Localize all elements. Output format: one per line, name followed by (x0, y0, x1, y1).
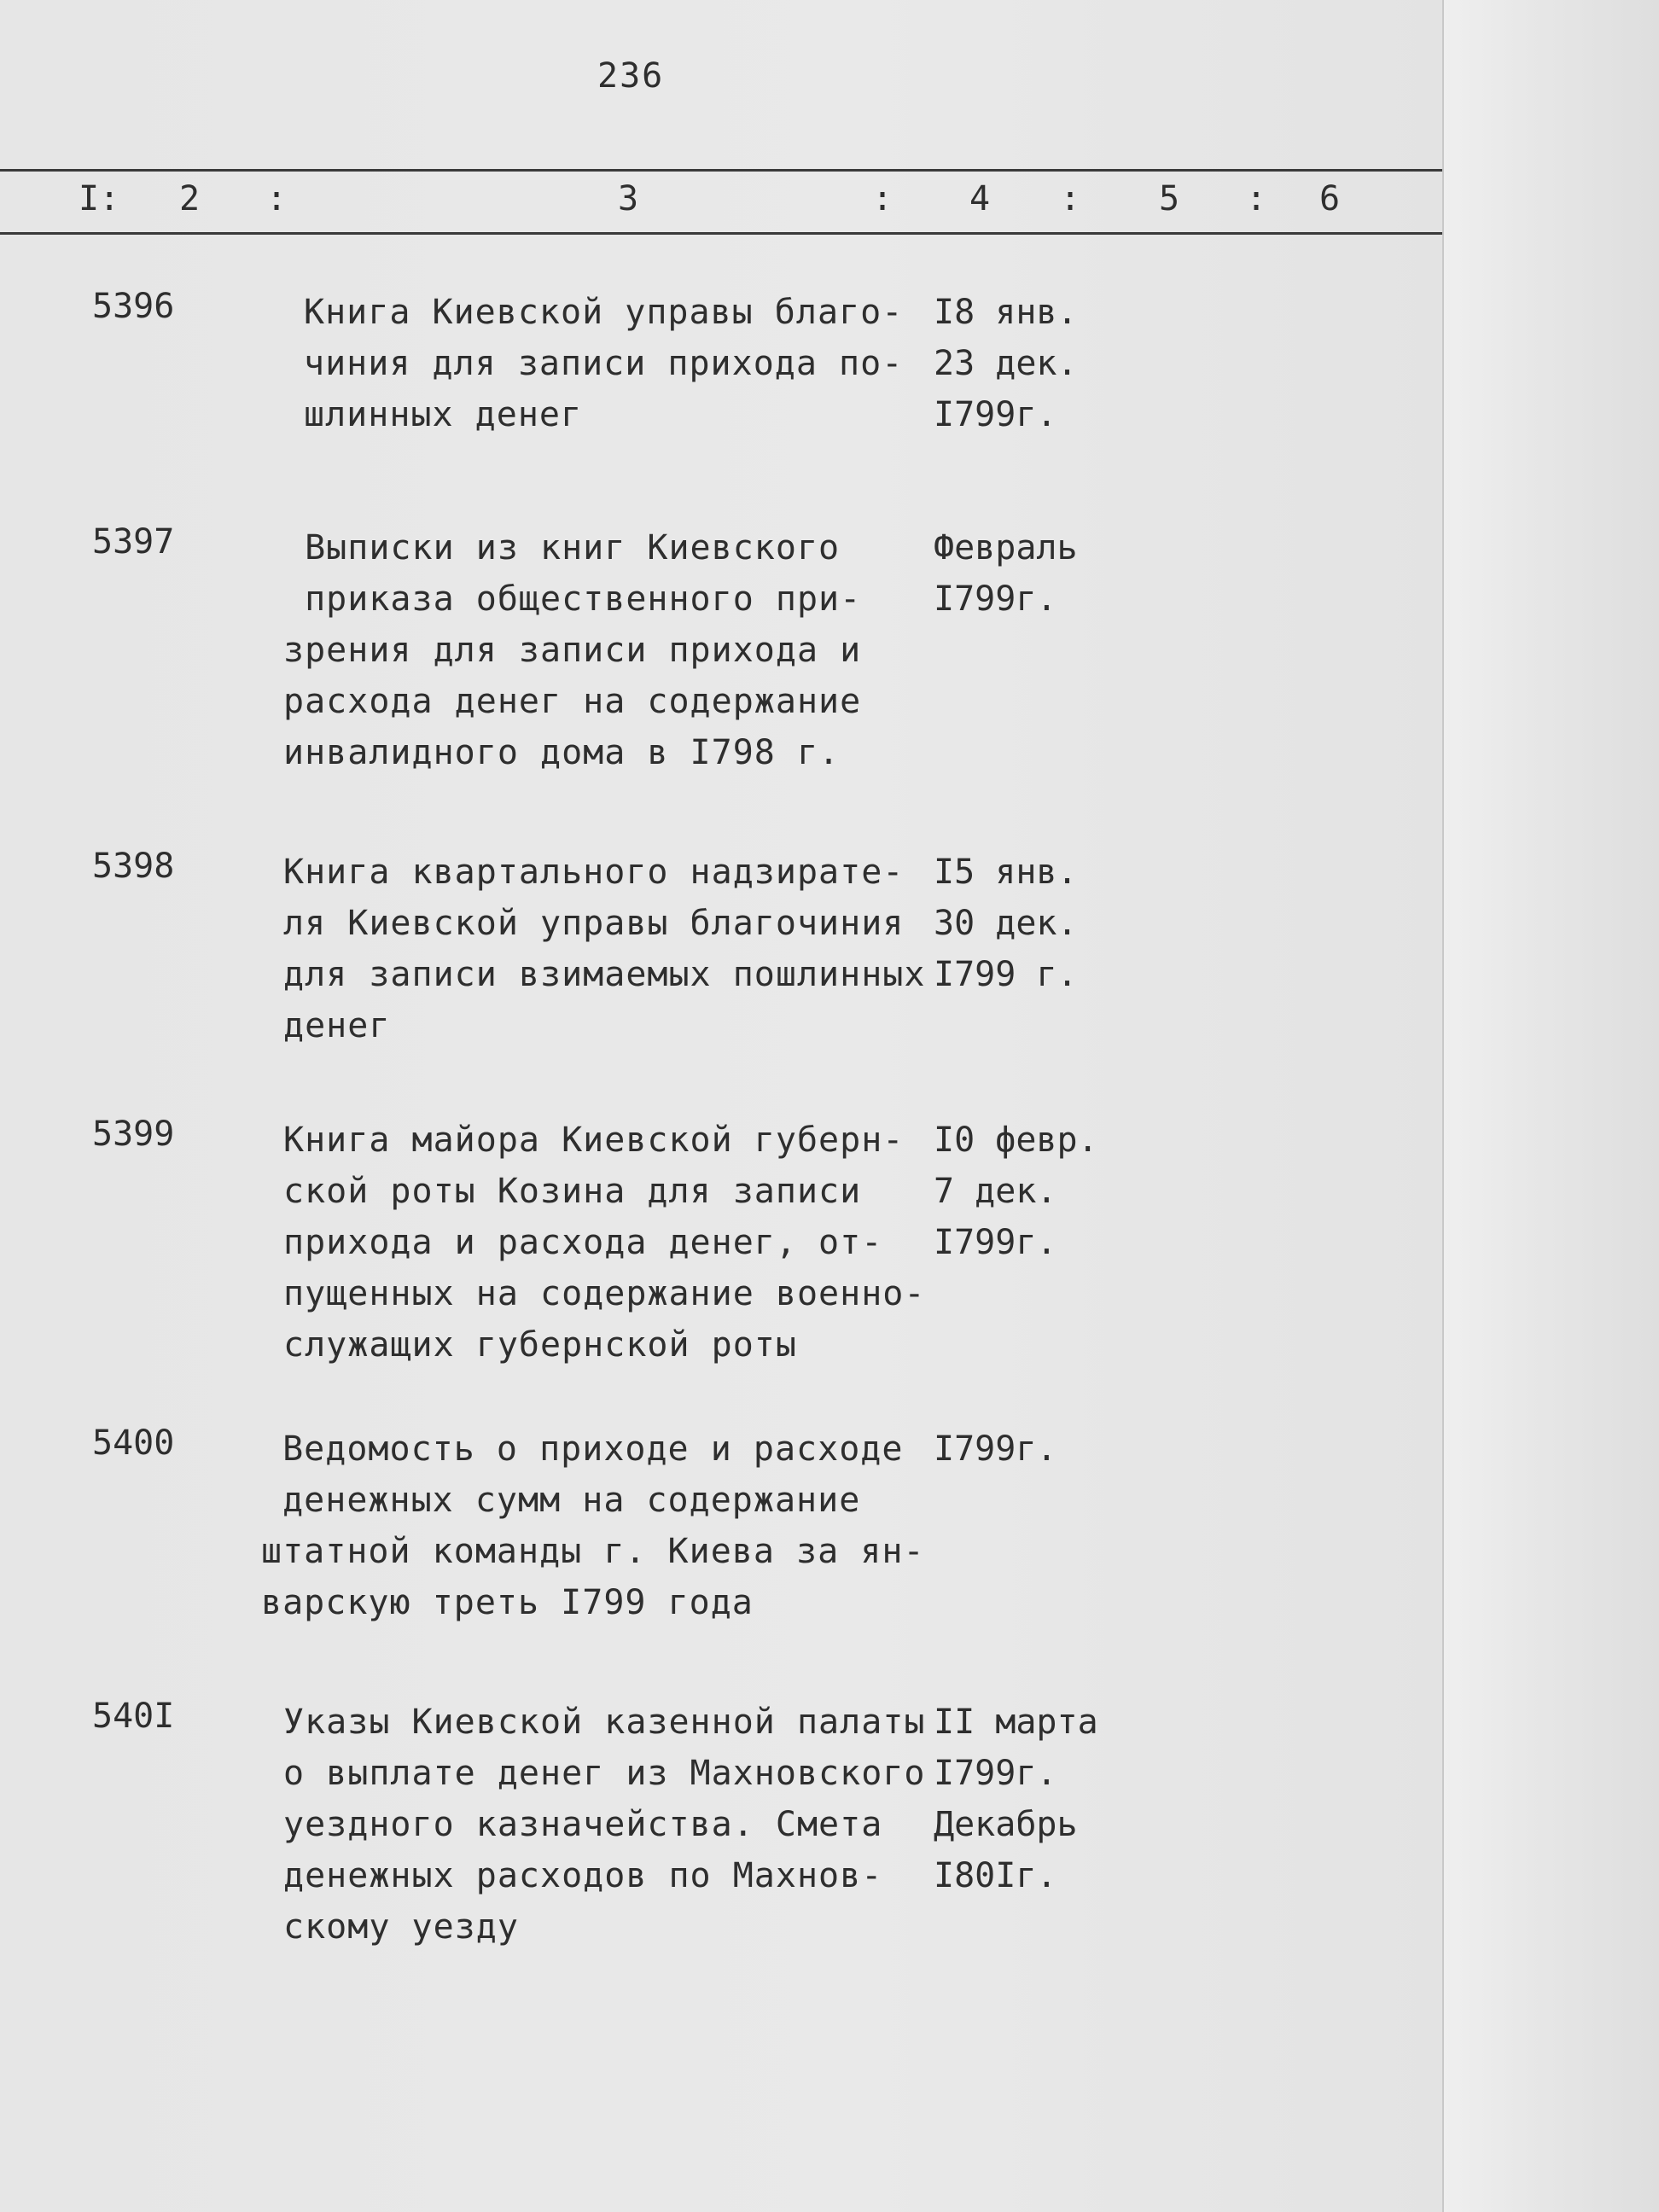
entry-number: 5396 (92, 287, 175, 326)
entry-description: Книга Киевской управы благо- чиния для записи прихода по- шлинных денег (304, 293, 904, 434)
column-separator: : (872, 179, 894, 218)
entry-dates: Февраль I799г. (934, 528, 1078, 619)
column-separator: : (1060, 179, 1081, 218)
entry-description: Книга квартального надзирате- ля Киевской управы благочиния для записи взимаемых пошлинных денег (283, 853, 926, 1045)
entry-description: Ведомость о приходе и расходе денежных сумм на содержание штатной команды г. Киева за ян- варскую треть I799 года (261, 1429, 925, 1622)
entry-description: Выписки из книг Киевского приказа общественного при- зрения для записи прихода и расхода денег на содержание инвалидного дома в I798 г. (283, 528, 862, 772)
entry-dates: II марта I799г. Декабрь I80Iг. (934, 1703, 1098, 1895)
adjacent-page-edge (1442, 0, 1659, 2212)
header-top-rule (0, 169, 1442, 172)
column-separator: : (266, 179, 288, 218)
entry-dates: I8 янв. 23 дек. I799г. (934, 293, 1078, 434)
column-separator: : (1246, 179, 1267, 218)
column-header-4: 4 (969, 179, 991, 218)
entry-number: 5399 (92, 1115, 175, 1154)
entry-number: 5398 (92, 847, 175, 886)
entry-dates: I0 февр. 7 дек. I799г. (934, 1121, 1098, 1262)
entry-description: Книга майора Киевской губерн- ской роты Козина для записи прихода и расхода денег, от- пущенных на содержание военно- служащих губернской роты (283, 1121, 926, 1365)
header-bottom-rule (0, 232, 1442, 235)
entry-dates: I799г. (934, 1429, 1057, 1469)
entry-number: 540I (92, 1697, 175, 1736)
column-header-5: 5 (1159, 179, 1180, 218)
column-header-3: 3 (618, 179, 639, 218)
entry-dates: I5 янв. 30 дек. I799 г. (934, 853, 1078, 994)
column-header-2: 2 (179, 179, 201, 218)
column-header-1: I: (79, 179, 120, 218)
column-header-6: 6 (1319, 179, 1341, 218)
entry-description: Указы Киевской казенной палаты о выплате денег из Махновского уездного казначейства. Смета денежных расходов по Махнов- скому уезду (283, 1703, 926, 1947)
page-number: 236 (597, 56, 665, 96)
entry-number: 5400 (92, 1423, 175, 1463)
entry-number: 5397 (92, 522, 175, 562)
